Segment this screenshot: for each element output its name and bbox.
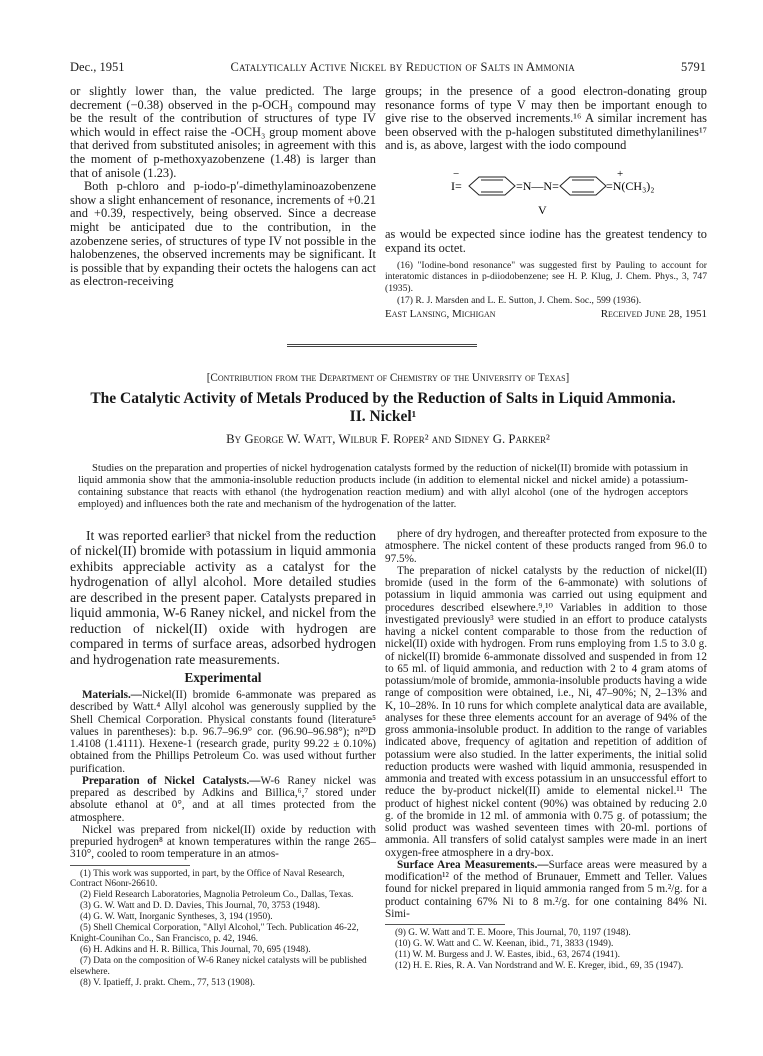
abstract xyxy=(78,463,688,511)
body-right-column xyxy=(385,528,707,972)
footnote: (16) "Iodine-bond resonance" was suggested first by Pauling to account for interatomic distances in p-diiodobenzene; see H. P. Klug, J. Chem. Phys., 3, 747 (1935). xyxy=(385,260,707,294)
header-page-number: 5791 xyxy=(681,60,706,74)
footnote-rule-left xyxy=(70,865,190,866)
structure-v-formula xyxy=(385,168,705,220)
surface-heading: Surface Area Measurements.— xyxy=(397,858,549,871)
authors: By George W. Watt, Wilbur F. Roper² and Sidney G. Parker² xyxy=(226,432,550,446)
structure-v-svg xyxy=(385,168,705,220)
footnote: (10) G. W. Watt and C. W. Keenan, ibid., 71, 3833 (1949). xyxy=(395,938,614,949)
top-footnotes xyxy=(385,260,707,307)
footnote: (6) H. Adkins and H. R. Billica, This Journal, 70, 695 (1948). xyxy=(80,944,311,955)
footnote: (4) G. W. Watt, Inorganic Syntheses, 3, 194 (1950). xyxy=(80,912,273,923)
footnote: (2) Field Research Laboratories, Magnolia Petroleum Co., Dallas, Texas. xyxy=(80,890,354,901)
top-right-column xyxy=(385,85,707,153)
footnote: (7) Data on the composition of W-6 Raney nickel catalysts will be published elsewhere. xyxy=(70,955,367,977)
top-left-column xyxy=(70,85,376,289)
charge-plus: + xyxy=(617,168,624,180)
right-paragraph-1: phere of dry hydrogen, and thereafter protected from exposure to the atmosphere. The nickel content of these products ranged from 96.0 to 97.5%. xyxy=(385,528,707,565)
top-left-paragraph: or slightly lower than, the value predicted. The large decrement (−0.38) observed in the p-OCH₃ compound may be the result of the contribution of structures of type IV which would in effect raise the -OCH₃ group moment above that derived from substituted anisoles; in agreement with this the moment of p-methoxyazobenzene (1.48) is larger than that of anisole (1.23). xyxy=(70,84,376,180)
formula-azo: =N—N= xyxy=(516,179,559,193)
materials-heading: Materials.— xyxy=(82,689,142,702)
surface-paragraph xyxy=(385,859,707,920)
formula-label: V xyxy=(538,203,547,217)
nickel-paragraph: Nickel was prepared from nickel(II) oxide by reduction with prepuried hydrogen⁸ at known temperatures within the range 265–310°, cooled to room temperature in an atmos- xyxy=(70,823,376,861)
article-title xyxy=(60,390,706,426)
footnote: (11) W. M. Burgess and J. W. Eastes, ibid., 63, 2674 (1941). xyxy=(395,949,620,960)
preparation-paragraph xyxy=(70,775,376,824)
charge-minus: − xyxy=(453,168,460,180)
right-footnotes xyxy=(385,928,707,972)
footnote: (8) V. Ipatieff, J. prakt. Chem., 77, 513 (1908). xyxy=(80,977,255,988)
header-date: Dec., 1951 xyxy=(70,60,125,74)
location: East Lansing, Michigan xyxy=(385,308,496,320)
footnote: (1) This work was supported, in part, by the Office of Naval Research, Contract N6onr-26610. xyxy=(70,868,345,890)
footnote: (17) R. J. Marsden and L. E. Sutton, J. Chem. Soc., 599 (1936). xyxy=(397,294,642,306)
footnote: (5) Shell Chemical Corporation, "Allyl Alcohol," Tech. Publication 46-22, Knight-Counihan Co., San Francisco, p. 42, 1946. xyxy=(70,923,359,945)
top-right-column-cont xyxy=(385,228,707,255)
footnote: (9) G. W. Watt and T. E. Moore, This Journal, 70, 1197 (1948). xyxy=(395,928,631,938)
formula-iodine: I= xyxy=(451,179,462,193)
left-footnotes xyxy=(70,869,376,989)
footnote: (3) G. W. Watt and D. D. Davies, This Journal, 70, 3753 (1948). xyxy=(80,901,321,912)
article-title-line2: II. Nickel¹ xyxy=(349,408,417,425)
running-header xyxy=(70,60,706,76)
materials-paragraph xyxy=(70,689,376,775)
right-paragraph-2: The preparation of nickel catalysts by the reduction of nickel(II) bromide (used in the form of the 6-ammonate) with solutions of potassium in liquid ammonia was carried out using equipment and procedures described elsewhere.⁹,¹⁰ Variables in addition to those investigated previously³ were studied in an effort to produce catalysts having a nickel content comparable to those from the reduction of nickel(II) oxide with hydrogen. From runs employing from 1.5 to 3.0 g. of nickel(II) bromide 6-ammonate dissolved and suspended in from 12 to 65 ml. of liquid ammonia, and reduction with 2 to 4 gram atoms of potassium/mole of bromide, ammonia-insoluble products having a wide range of composition were obtained, i.e., Ni, 47–90%; N, 2–13% and K, 10–28%. In 10 runs for which complete analytical data are available, analyses for these three elements account for an average of 94% of the gross ammonia-insoluble product. In addition to the range of variables indicated above, frequency of agitation and repetition of addition of potassium were also studied. In the latter experiments, the initial solid reduction products were washed with liquid ammonia, resuspended in ammonia and treated with excess potassium in an unsuccessful effort to reduce the by-product nickel(II) amide to elemental nickel.¹¹ The product of highest nickel content (90%) was obtained by reducing 2.0 g. of the bromide in 12 ml. of ammonia with 0.75 g. of potassium; the solid product was washed seventeen times with 20-ml. portions of ammonia. All transfers of solid catalyst samples were made in an inert oxygen-free atmosphere in a dry-box. xyxy=(385,564,707,859)
footnote: (12) H. E. Ries, R. A. Van Nordstrand and W. E. Kreger, ibid., 69, 35 (1947). xyxy=(395,960,684,971)
formula-dimethylamino: =N(CH₃)₂ xyxy=(606,179,655,193)
footnote-rule-right xyxy=(385,924,505,925)
top-right-paragraph: groups; in the presence of a good electron-donating group resonance forms of type V may then be important enough to give rise to the observed increments.¹⁶ A similar increment has been observed with the p-halogen substituted dimethylanilines¹⁷ and is, as above, largest with the iodo compound xyxy=(385,84,707,153)
preparation-text: W-6 Raney nickel was prepared as described by Adkins and Billica,⁶,⁷ stored under absolute ethanol at 0°, and at all times protected from the atmosphere. xyxy=(70,774,377,824)
contribution-line: [Contribution from the Department of Chemistry of the University of Texas] xyxy=(206,372,570,384)
abstract-text: Studies on the preparation and properties of nickel hydrogenation catalysts formed by the reduction of nickel(II) bromide with potassium in liquid ammonia show that the ammonia-insoluble reduction products include (in addition to elemental nickel and nickel amide) a potassium-containing substance that reacts with ethanol (the hydrogenation reaction medium) and with allyl alcohol (one of the hydrogen acceptors employed) and influences both the rate and mechanism of the hydrogenation of the latter. xyxy=(78,463,688,510)
materials-text: Nickel(II) bromide 6-ammonate was prepared as described by Watt.⁴ Allyl alcohol was generously supplied by the Shell Chemical Corporation. Physical constants found (literature⁵ values in parentheses): b.p. 96.7–96.9° cor. (96.90–96.98°); n²⁰D 1.4108 (1.4111). Hexene-1 (research grade, purity 99.22 ± 0.10%) obtained from the Phillips Petroleum Co. was used without further purification. xyxy=(70,689,376,775)
experimental-heading: Experimental xyxy=(184,670,262,686)
surface-text: Surface areas were measured by a modification¹² of the method of Brunauer, Emmett and Teller. Values found for nickel prepared in liquid ammonia ranged from 5 m.²/g. for a product containing 67% Ni to 8 m.²/g. for one containing 84% Ni. Simi- xyxy=(385,858,707,920)
article-separator xyxy=(287,344,477,347)
received-date: Received June 28, 1951 xyxy=(600,308,707,320)
preparation-heading: Preparation of Nickel Catalysts.— xyxy=(82,774,261,787)
top-left-paragraph: Both p-chloro and p-iodo-p′-dimethylaminoazobenzene show a slight enhancement of resonance, increments of +0.21 and +0.39, respectively, being observed. Since a decrease might be anticipated due to the contribution, in the azobenzene series, of structures of type IV not possible in the halobenzenes, the observed increments may be significant. It is possible that by expanding their octets the halogens can act as electron-receiving xyxy=(70,179,376,289)
header-running-title: Catalytically Active Nickel by Reduction of Salts in Ammonia xyxy=(230,60,575,74)
top-right-paragraph-cont: as would be expected since iodine has the greatest tendency to expand its octet. xyxy=(385,227,707,255)
article-title-line1: The Catalytic Activity of Metals Produced by the Reduction of Salts in Liquid Ammonia. xyxy=(90,390,676,407)
signoff xyxy=(385,308,707,320)
body-left-column xyxy=(70,528,376,989)
intro-paragraph: It was reported earlier³ that nickel from the reduction of nickel(II) bromide with potassium in liquid ammonia exhibits appreciable activity as a catalyst for the hydrogenation of allyl alcohol. More detailed studies are described in the present paper. Catalysts prepared in liquid ammonia, W-6 Raney nickel, and nickel from the reduction of nickel(II) oxide with hydrogen are compared in terms of surface areas, adsorbed hydrogen and hydrogenation rate measurements. xyxy=(70,528,376,667)
